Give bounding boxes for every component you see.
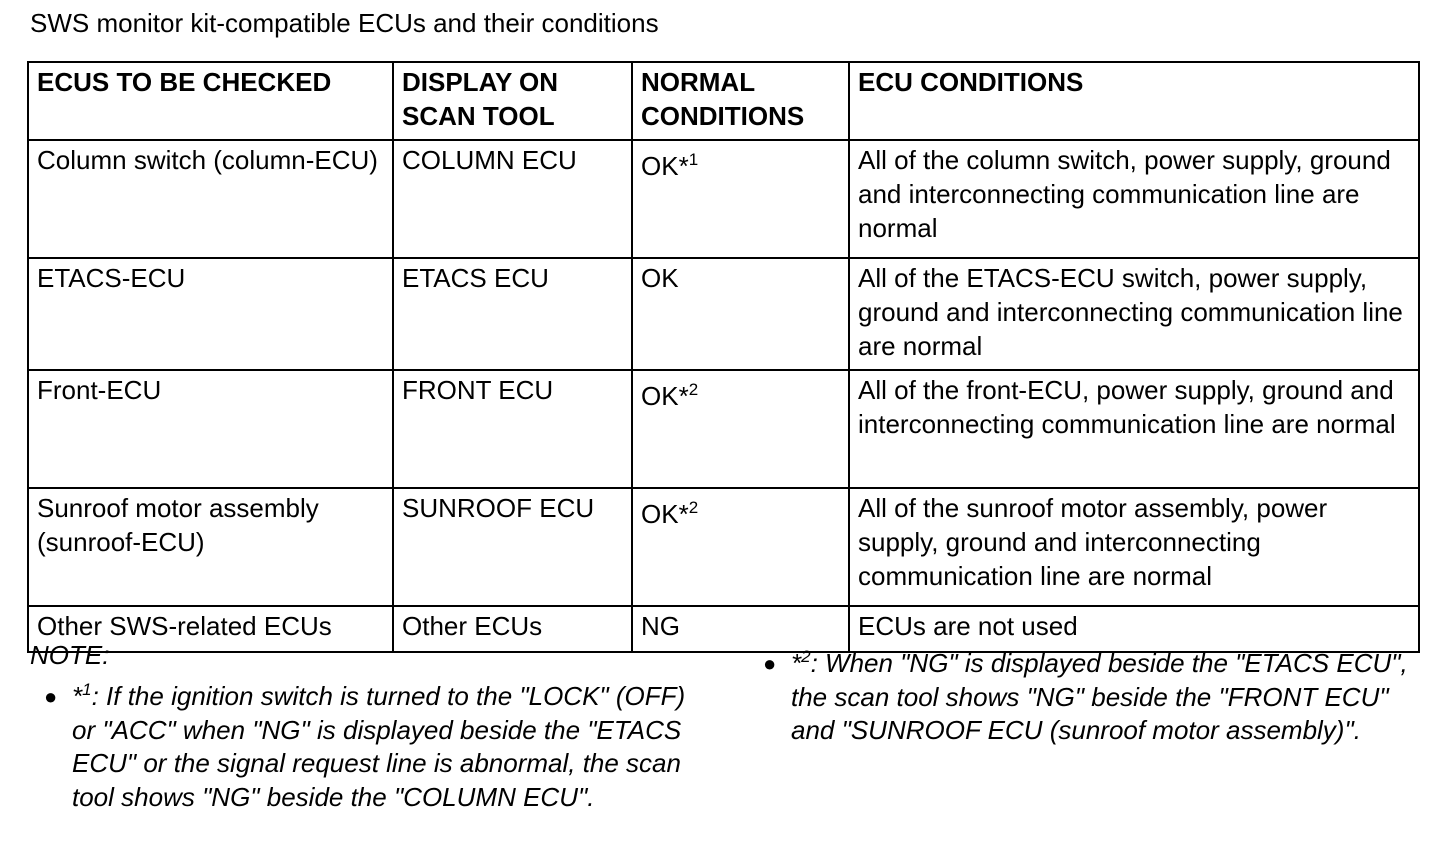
cell-conditions: ECUs are not used: [849, 606, 1419, 652]
cell-ecu: ETACS-ECU: [28, 258, 393, 370]
page-title: SWS monitor kit-compatible ECUs and their conditions: [30, 8, 659, 38]
cell-normal: [632, 606, 849, 652]
note-label: NOTE:: [30, 640, 110, 670]
normal-value: NG: [641, 611, 680, 641]
cell-ecu: Sunroof motor assembly (sunroof-ECU): [28, 488, 393, 606]
footnote-text: : When "NG" is displayed beside the "ETACS ECU", the scan tool shows "NG" beside the "FRONT ECU" and "SUNROOF ECU (sunroof motor assembly)".: [791, 648, 1408, 745]
cell-conditions: All of the column switch, power supply, ground and interconnecting communication line are normal: [849, 140, 1419, 258]
table-header-row: [28, 62, 1419, 140]
bullet-icon: ●: [44, 684, 58, 709]
normal-value: OK*: [641, 499, 689, 529]
cell-conditions: All of the sunroof motor assembly, power supply, ground and interconnecting communication line are normal: [849, 488, 1419, 606]
cell-ecu: Column switch (column-ECU): [28, 140, 393, 258]
cell-normal: [632, 370, 849, 488]
footnote-ref: 2: [688, 498, 699, 517]
cell-ecu: Other SWS-related ECUs: [28, 606, 393, 652]
cell-conditions: All of the ETACS-ECU switch, power supply, ground and interconnecting communication line are normal: [849, 258, 1419, 370]
header-display-on-scan-tool: DISPLAY ON SCAN TOOL: [393, 62, 632, 140]
cell-display: Other ECUs: [393, 606, 632, 652]
table-row: [28, 488, 1419, 606]
header-normal-conditions: NORMAL CONDITIONS: [632, 62, 849, 140]
header-ecus-to-be-checked: ECUS TO BE CHECKED: [28, 62, 393, 140]
table-row: [28, 258, 1419, 370]
footnote-mark: *: [72, 681, 83, 711]
footnote-text: : If the ignition switch is turned to the "LOCK" (OFF) or "ACC" when "NG" is displayed beside the "ETACS ECU" or the signal request line is abnormal, the scan tool shows "NG" beside the "COLUMN ECU".: [72, 681, 686, 812]
normal-value: OK: [641, 263, 679, 293]
footnote-number: 2: [801, 647, 811, 666]
normal-value: OK*: [641, 381, 689, 411]
ecu-conditions-table: [27, 61, 1420, 653]
cell-ecu: Front-ECU: [28, 370, 393, 488]
footnote-number: 1: [82, 680, 92, 699]
cell-display: FRONT ECU: [393, 370, 632, 488]
cell-normal: [632, 258, 849, 370]
bullet-icon: ●: [763, 651, 777, 676]
cell-normal: [632, 488, 849, 606]
table-row: [28, 606, 1419, 652]
cell-conditions: All of the front-ECU, power supply, ground and interconnecting communication line are normal: [849, 370, 1419, 488]
footnote-mark: *: [791, 648, 802, 678]
normal-value: OK*: [641, 151, 689, 181]
cell-display: ETACS ECU: [393, 258, 632, 370]
table-row: [28, 140, 1419, 258]
cell-normal: [632, 140, 849, 258]
footnote-ref: 1: [688, 150, 699, 169]
footnote-1: [44, 680, 712, 814]
cell-display: COLUMN ECU: [393, 140, 632, 258]
table-row: [28, 370, 1419, 488]
footnote-ref: 2: [688, 380, 699, 399]
cell-display: SUNROOF ECU: [393, 488, 632, 606]
header-ecu-conditions: ECU CONDITIONS: [849, 62, 1419, 140]
footnote-2: [763, 647, 1421, 748]
